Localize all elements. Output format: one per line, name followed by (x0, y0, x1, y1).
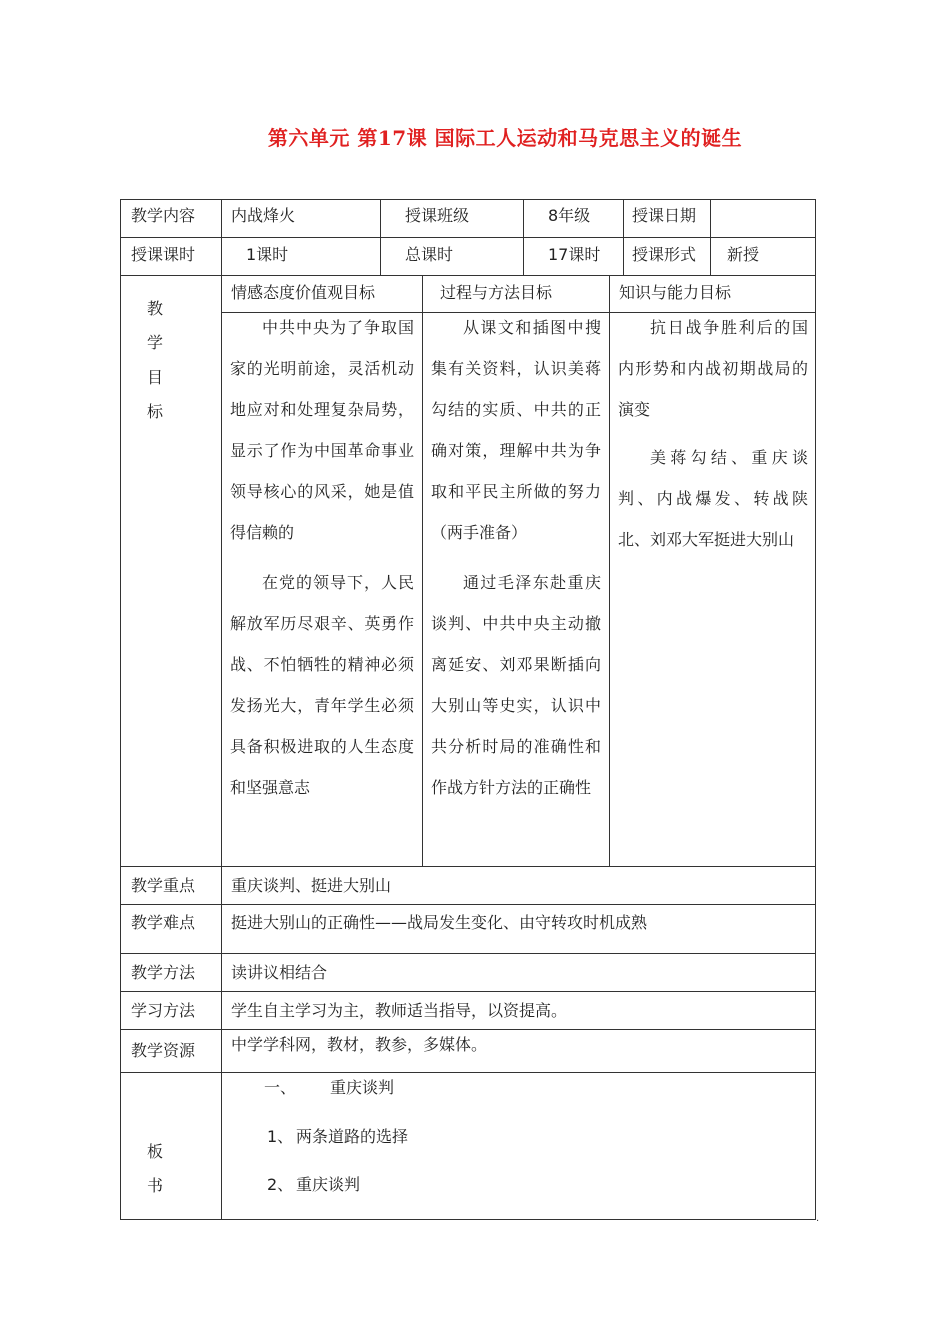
goals-col1-paragraph-2: 在党的领导下，人民解放军历尽艰辛、英勇作战、不怕牺牲的精神必须发扬光大，青年学生必须具备积极进取的人生态度和坚强意志 (230, 573, 414, 797)
label-total-hours: 总课时 (405, 245, 454, 264)
class-value: 8年级 (548, 206, 591, 225)
goals-col1-title: 情感态度价值观目标 (231, 283, 376, 302)
label-date: 授课日期 (632, 206, 697, 225)
label-learning: 学习方法 (131, 1001, 196, 1020)
board-item-0-number: 一、 (264, 1078, 297, 1097)
goals-label-3: 目 (146, 368, 163, 387)
goals-label-2: 学 (146, 333, 163, 352)
difficulty-value: 挺进大别山的正确性——战局发生变化、由守转攻时机成熟 (231, 913, 648, 932)
label-teaching-content: 教学内容 (131, 206, 196, 225)
board-item-2-number: 2、 (267, 1175, 294, 1194)
goals-label-4: 标 (146, 402, 163, 421)
cell-form (710, 237, 816, 276)
label-resource: 教学资源 (131, 1041, 196, 1060)
document-title: 第六单元 第17课 国际工人运动和马克思主义的诞生 (267, 126, 743, 150)
total-hours-value: 17课时 (548, 245, 601, 264)
label-difficulty: 教学难点 (131, 913, 196, 932)
label-key-point: 教学重点 (131, 876, 196, 895)
cell-date (710, 199, 816, 238)
board-label-1: 板 (146, 1142, 163, 1161)
key-point-value: 重庆谈判、挺进大别山 (231, 876, 392, 895)
goals-col1-paragraph-1: 中共中央为了争取国家的光明前途，灵活机动地应对和处理复杂局势，显示了作为中国革命事业领导核心的风采，她是值得信赖的 (230, 318, 414, 542)
label-hours: 授课课时 (131, 245, 196, 264)
board-item-1-text: 两条道路的选择 (296, 1127, 409, 1146)
teaching-content-value: 内战烽火 (231, 206, 296, 225)
method-value: 读讲议相结合 (231, 963, 328, 982)
cell-hours (221, 237, 381, 276)
goals-col2-paragraph-1: 从课文和插图中搜集有关资料，认识美蒋勾结的实质、中共的正确对策，理解中共为争取和平民主所做的努力（两手准备） (431, 318, 601, 542)
hours-value: 1课时 (246, 245, 289, 264)
form-value: 新授 (727, 245, 760, 264)
board-label-2: 书 (146, 1176, 163, 1195)
board-item-1-number: 1、 (267, 1127, 294, 1146)
goals-col2-title: 过程与方法目标 (440, 283, 553, 302)
label-class: 授课班级 (405, 206, 470, 225)
resource-value: 中学学科网，教材，教参，多媒体。 (231, 1035, 488, 1054)
label-form: 授课形式 (632, 245, 697, 264)
cell-board-label (120, 1072, 222, 1220)
label-method: 教学方法 (131, 963, 196, 982)
goals-col3-paragraph-1: 抗日战争胜利后的国内形势和内战初期战局的演变 (618, 318, 808, 419)
goals-col3-paragraph-2: 美蒋勾结、重庆谈判、内战爆发、转战陕北、刘邓大军挺进大别山 (618, 448, 808, 549)
cell-goals-label (120, 275, 222, 867)
goals-col2-paragraph-2: 通过毛泽东赴重庆谈判、中共中央主动撤离延安、刘邓果断插向大别山等史实，认识中共分析时局的准确性和作战方针方法的正确性 (431, 573, 601, 797)
learning-value: 学生自主学习为主，教师适当指导，以资提高。 (231, 1001, 568, 1020)
corner-mark-icon: . (816, 1213, 820, 1224)
board-item-0-text: 重庆谈判 (330, 1078, 395, 1097)
board-item-2-text: 重庆谈判 (296, 1175, 361, 1194)
goals-label-1: 教 (146, 299, 163, 318)
goals-col3-title: 知识与能力目标 (619, 283, 732, 302)
